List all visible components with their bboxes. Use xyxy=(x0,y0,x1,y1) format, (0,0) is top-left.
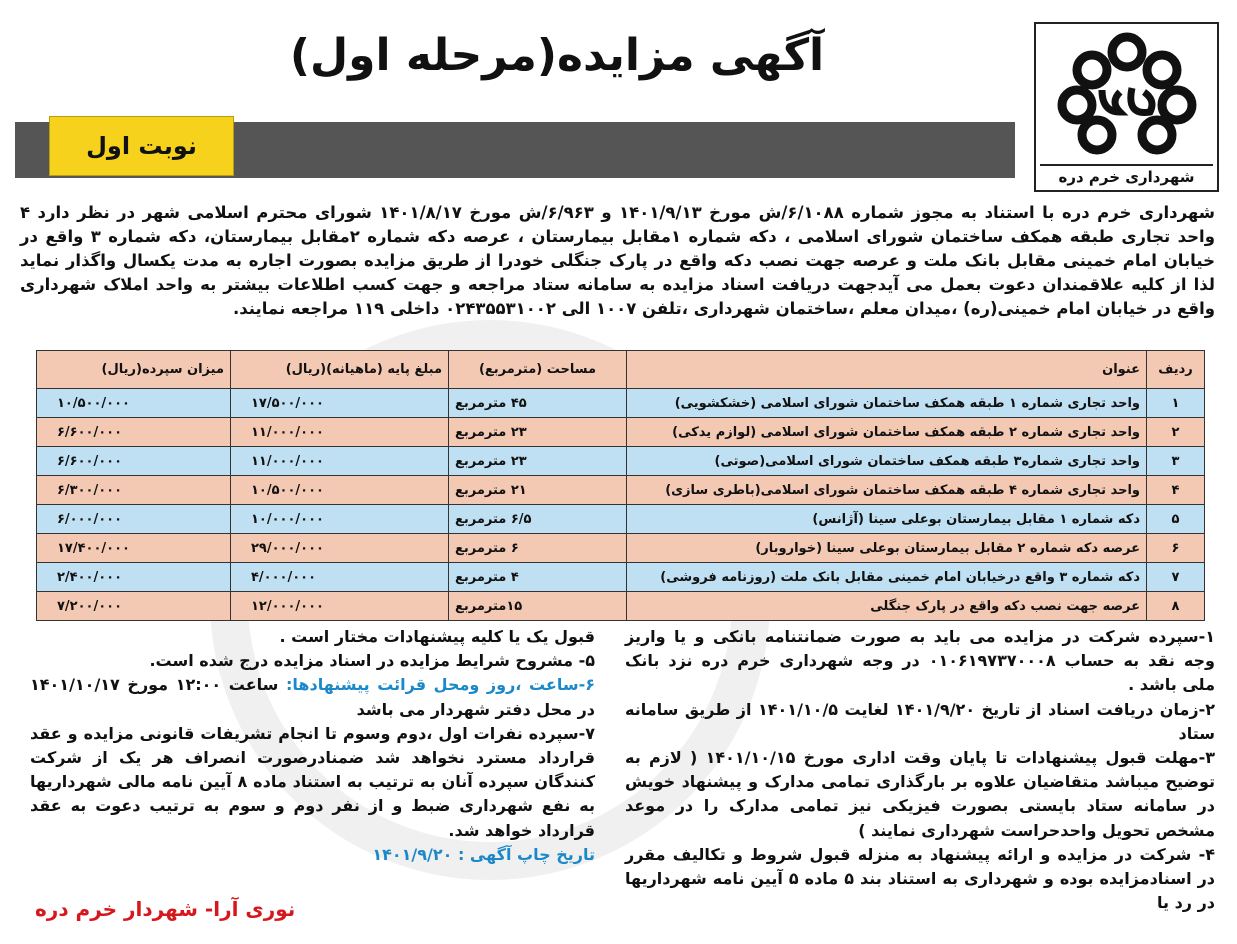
logo-caption: شهرداری خرم دره xyxy=(1040,164,1213,186)
cell-base-price: ۱۱/۰۰۰/۰۰۰ xyxy=(231,447,449,476)
cell-area: ۶ مترمربع xyxy=(449,534,627,563)
condition-6-text: ساعت ۱۲:۰۰ مورخ ۱۴۰۱/۱۰/۱۷ در محل دفتر شهردار می باشد xyxy=(30,675,595,719)
table-row xyxy=(37,476,1205,505)
cell-title: واحد تجاری شماره ۲ طبقه همکف ساختمان شورای اسلامی (لوازم یدکی) xyxy=(627,418,1147,447)
table-row xyxy=(37,389,1205,418)
cell-base-price: ۱۲/۰۰۰/۰۰۰ xyxy=(231,592,449,621)
cell-base-price: ۴/۰۰۰/۰۰۰ xyxy=(231,563,449,592)
logo-emblem-icon xyxy=(1052,30,1202,160)
cell-area: ۲۳ مترمربع xyxy=(449,447,627,476)
cell-area: ۴ مترمربع xyxy=(449,563,627,592)
cell-row-number: ۲ xyxy=(1147,418,1205,447)
cell-area: ۶/۵ مترمربع xyxy=(449,505,627,534)
cell-base-price: ۱۰/۰۰۰/۰۰۰ xyxy=(231,505,449,534)
cell-row-number: ۱ xyxy=(1147,389,1205,418)
condition-4: ۴- شرکت در مزایده و ارائه پیشنهاد به منزله قبول شروط و تکالیف مقرر در اسنادمزایده بوده و شهرداری به استناد بند ۵ ماده ۵ آیین نامه شهرداریها در رد یا xyxy=(625,844,1215,913)
condition-4-continued: قبول یک یا کلیه پیشنهادات مختار است . xyxy=(279,627,595,646)
cell-row-number: ۳ xyxy=(1147,447,1205,476)
auction-items-table xyxy=(37,350,1205,621)
table-row xyxy=(37,563,1205,592)
conditions-right-column xyxy=(625,625,1215,915)
cell-title: واحد تجاری شماره۳ طبقه همکف ساختمان شورای اسلامی(صوتی) xyxy=(627,447,1147,476)
intro-paragraph: شهرداری خرم دره با استناد به مجوز شماره ۶/۱۰۸۸/ش مورخ ۱۴۰۱/۹/۱۳ و ۶/۹۶۳/ش مورخ ۱۴۰۱/۸/۱۷ شورای محترم اسلامی شهر در نظر دارد ۴ واحد تجاری طبقه همکف ساختمان شورای اسلامی ، دکه شماره ۱مقابل بیمارستان ، عرصه دکه شماره ۲مقابل بیمارستان، دکه شماره ۳ واقع در خیابان امام خمینی مقابل بانک ملت و عرصه جهت نصب دکه واقع در پارک جنگلی خودرا از طریق مزایده بصورت اجاره به مدت یکسال واگذار نماید لذا از کلیه علاقمندان دعوت بعمل می آیدجهت دریافت اسناد مزایده به سامانه ستاد مراجعه و جهت کسب اطلاعات بیشتر به واحد املاک شهرداری واقع در خیابان امام خمینی(ره) ،میدان معلم ،ساختمان شهرداری ،تلفن ۱۰۰۷ الی ۰۲۴۳۵۵۳۱۰۰۲ داخلی ۱۱۹ مراجعه نمایند. xyxy=(20,203,1216,318)
round-badge: نوبت اول xyxy=(49,116,234,176)
cell-deposit: ۶/۳۰۰/۰۰۰ xyxy=(37,476,231,505)
cell-base-price: ۱۷/۵۰۰/۰۰۰ xyxy=(231,389,449,418)
condition-2: ۲-زمان دریافت اسناد از تاریخ ۱۴۰۱/۹/۲۰ لغایت ۱۴۰۱/۱۰/۵ از طریق سامانه ستاد xyxy=(625,699,1215,743)
cell-area: ۴۵ مترمربع xyxy=(449,389,627,418)
cell-deposit: ۱۰/۵۰۰/۰۰۰ xyxy=(37,389,231,418)
header-deposit: میزان سپرده(ریال) xyxy=(37,351,231,389)
cell-area: ۱۵مترمربع xyxy=(449,592,627,621)
cell-title: دکه شماره ۳ واقع درخیابان امام خمینی مقابل بانک ملت (روزنامه فروشی) xyxy=(627,563,1147,592)
condition-7: ۷-سپرده نفرات اول ،دوم وسوم تا انجام تشریفات قانونی مزایده و عقد قرارداد مسترد نخواهد شد ضمنادرصورت انصراف هر یک از شرکت کنندگان سپرده آنان به ترتیب به استناد ماده ۸ آیین نامه مالی شهرداریها به نفع شهرداری ضبط و از نفر دوم و سوم به ترتیب دعوت به عقد قرارداد خواهد شد. xyxy=(30,723,596,840)
condition-6 xyxy=(30,673,595,721)
header-base-price: مبلغ پایه (ماهیانه)(ریال) xyxy=(231,351,449,389)
cell-base-price: ۱۱/۰۰۰/۰۰۰ xyxy=(231,418,449,447)
cell-deposit: ۶/۶۰۰/۰۰۰ xyxy=(37,418,231,447)
municipality-logo xyxy=(1034,22,1219,192)
cell-base-price: ۲۹/۰۰۰/۰۰۰ xyxy=(231,534,449,563)
cell-deposit: ۶/۶۰۰/۰۰۰ xyxy=(37,447,231,476)
table-row xyxy=(37,418,1205,447)
cell-title: دکه شماره ۱ مقابل بیمارستان بوعلی سینا (آژانس) xyxy=(627,505,1147,534)
mayor-signature: نوری آرا- شهردار خرم دره xyxy=(35,897,296,921)
cell-deposit: ۶/۰۰۰/۰۰۰ xyxy=(37,505,231,534)
cell-title: عرصه جهت نصب دکه واقع در پارک جنگلی xyxy=(627,592,1147,621)
cell-area: ۲۳ مترمربع xyxy=(449,418,627,447)
cell-deposit: ۷/۲۰۰/۰۰۰ xyxy=(37,592,231,621)
conditions-left-column xyxy=(30,625,595,867)
cell-row-number: ۸ xyxy=(1147,592,1205,621)
condition-6-label: ۶-ساعت ،روز ومحل قرائت پیشنهادها: xyxy=(285,675,595,695)
cell-row-number: ۷ xyxy=(1147,563,1205,592)
condition-5: ۵- مشروح شرایط مزایده در اسناد مزایده درج شده است. xyxy=(149,651,595,671)
cell-area: ۲۱ مترمربع xyxy=(449,476,627,505)
condition-1: ۱-سپرده شرکت در مزایده می باید به صورت ضمانتنامه بانکی و یا واریز وجه نقد به حساب ۰۱۰۶۱۹۷۳۷۰۰۰۸ در وجه شهرداری خرم دره نزد بانک ملی باشد . xyxy=(625,627,1215,695)
condition-3: ۳-مهلت قبول پیشنهادات تا پایان وقت اداری مورخ ۱۴۰۱/۱۰/۱۵ ( لازم به توضیح میباشد متقاضیان علاوه بر بارگذاری تمامی مدارک و پیشنهاد خویش در سامانه ستاد بایستی بصورت فیزیکی نیز تمامی مدارک را در موعد مشخص تحویل واحدحراست شهرداری نمایند ) xyxy=(625,748,1215,840)
table-header-row xyxy=(37,351,1205,389)
cell-title: عرصه دکه شماره ۲ مقابل بیمارستان بوعلی سینا (خواروبار) xyxy=(627,534,1147,563)
table-row xyxy=(37,534,1205,563)
table-row xyxy=(37,505,1205,534)
table-row xyxy=(37,447,1205,476)
page-title: آگهی مزایده(مرحله اول) xyxy=(289,30,825,81)
cell-deposit: ۱۷/۴۰۰/۰۰۰ xyxy=(37,534,231,563)
cell-row-number: ۵ xyxy=(1147,505,1205,534)
cell-deposit: ۲/۴۰۰/۰۰۰ xyxy=(37,563,231,592)
header-row-number: ردیف xyxy=(1147,351,1205,389)
header-title: عنوان xyxy=(627,351,1147,389)
cell-row-number: ۶ xyxy=(1147,534,1205,563)
header-area: مساحت (مترمربع) xyxy=(449,351,627,389)
cell-title: واحد تجاری شماره ۱ طبقه همکف ساختمان شورای اسلامی (خشکشویی) xyxy=(627,389,1147,418)
cell-row-number: ۴ xyxy=(1147,476,1205,505)
table-row xyxy=(37,592,1205,621)
cell-base-price: ۱۰/۵۰۰/۰۰۰ xyxy=(231,476,449,505)
print-date: تاریخ چاپ آگهی : ۱۴۰۱/۹/۲۰ xyxy=(372,844,595,864)
cell-title: واحد تجاری شماره ۴ طبقه همکف ساختمان شورای اسلامی(باطری سازی) xyxy=(627,476,1147,505)
